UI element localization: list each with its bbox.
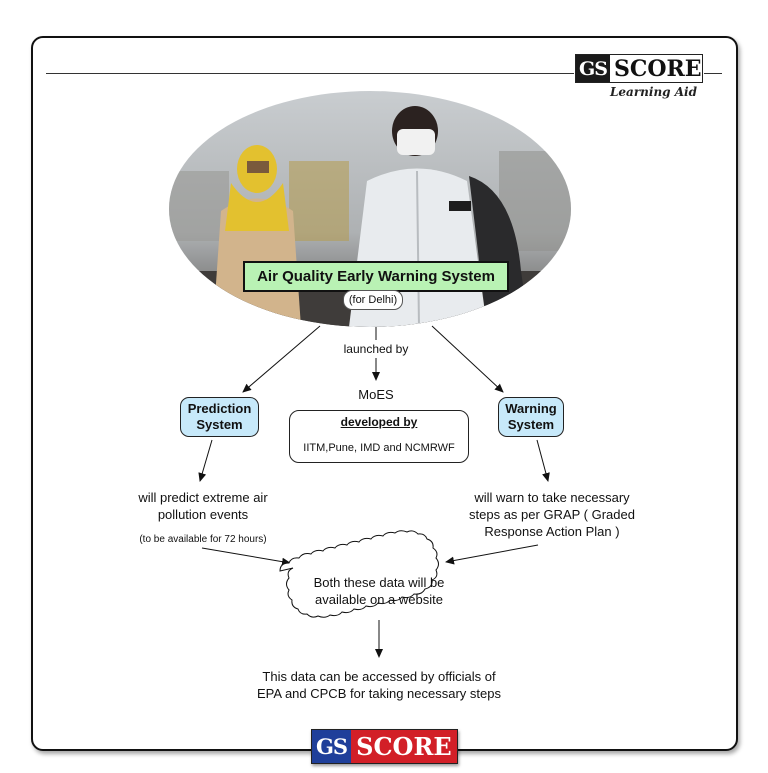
prediction-label-line2: System: [196, 417, 243, 432]
website-line2: available on a website: [315, 592, 443, 607]
ministry-label: MoES: [358, 387, 394, 402]
warning-label-line1: Warning: [505, 401, 557, 416]
arrow-to-warning: [432, 326, 503, 392]
arrow-prediction-desc: [200, 440, 212, 481]
logo-bottom-gs-text: GS: [312, 730, 351, 763]
access-description: [219, 668, 539, 702]
developed-by-label: developed by: [340, 415, 418, 429]
logo-tagline: Learning Aid: [609, 85, 697, 99]
gs-score-logo-bottom: [311, 729, 458, 764]
access-line2: EPA and CPCB for taking necessary steps: [257, 686, 501, 701]
logo-score-text: SCORE: [613, 55, 702, 82]
arrow-warning-to-website: [446, 545, 538, 562]
warning-desc-line2: steps as per GRAP ( Graded: [469, 507, 635, 522]
arrow-prediction-to-website: [202, 548, 290, 563]
developed-by-box: [289, 410, 469, 463]
arrow-to-prediction: [243, 326, 320, 392]
warning-label-line2: System: [507, 417, 555, 432]
website-node: [282, 574, 476, 608]
prediction-system-node: [180, 397, 259, 437]
warning-desc-line1: will warn to take necessary: [474, 490, 630, 505]
warning-description: [452, 489, 652, 540]
logo-gs-text: GS: [576, 55, 610, 82]
launched-by-label: launched by: [343, 342, 409, 356]
warning-system-node: [498, 397, 564, 437]
logo-bottom-score-text: SCORE: [351, 730, 457, 763]
prediction-desc-line2: pollution events: [157, 507, 249, 522]
warning-desc-line3: Response Action Plan ): [484, 524, 620, 539]
website-line1: Both these data will be: [313, 575, 445, 590]
system-title: Air Quality Early Warning System: [243, 261, 509, 292]
prediction-label-line1: Prediction: [187, 401, 252, 416]
arrow-warning-desc: [537, 440, 548, 481]
access-line1: This data can be accessed by officials of: [262, 669, 496, 684]
prediction-description: [108, 489, 298, 523]
prediction-desc-line1: will predict extreme air: [138, 490, 268, 505]
prediction-note: (to be available for 72 hours): [139, 534, 267, 545]
developer-organisations: IITM,Pune, IMD and NCMRWF: [303, 442, 455, 454]
system-subtitle: (for Delhi): [343, 290, 403, 310]
